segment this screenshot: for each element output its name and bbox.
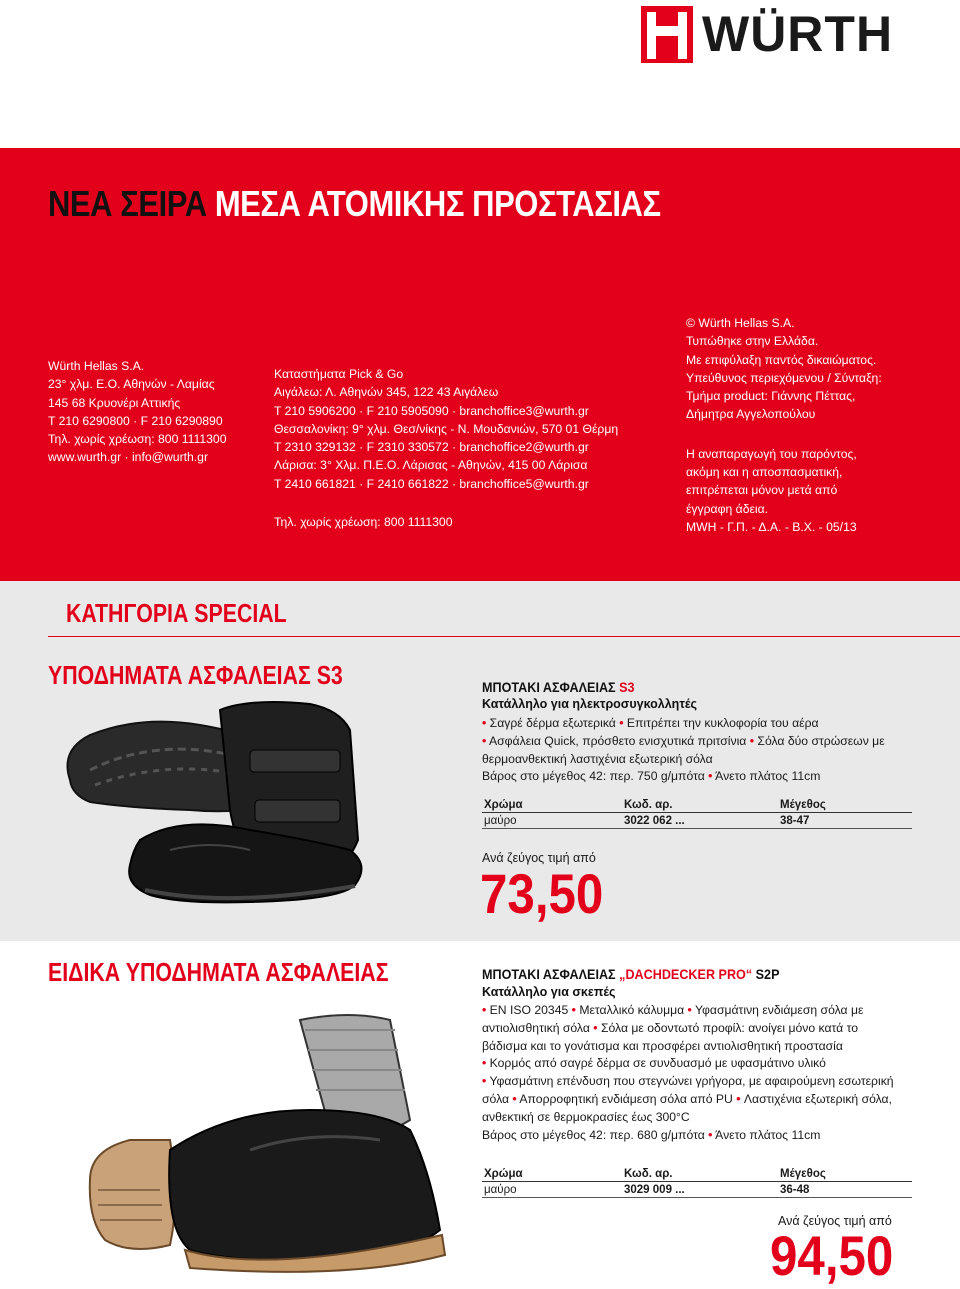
feature: Σόλα με οδοντωτό προφίλ: ανοίγει μόνο κατά το βάδισμα και το γονάτισμα και προσφέρει αντιολισθητική προστασία (482, 1020, 858, 1053)
feature-line: • EN ISO 20345 • Μεταλλικό κάλυμμα • Υφασμάτινη ενδιάμεση σόλα με αντιολισθητική σόλα • Σόλα με οδοντωτό προφίλ: ανοίγει μόνο κατά το βάδισμα και το γονάτισμα και προσφέρει αντιολισθητική προστασία (482, 1003, 864, 1053)
product-model: „DACHDECKER PRO“ (619, 966, 753, 982)
col-header: Μέγεθος (778, 1166, 912, 1182)
table-row (482, 813, 912, 829)
price: 94,50 (770, 1224, 894, 1287)
product-class: S2P (755, 966, 780, 982)
company-info (48, 357, 226, 467)
cell-code: 3022 062 ... (622, 813, 778, 829)
store-line: T 2310 329132 · F 2310 330572 · branchoffice2@wurth.gr (274, 440, 589, 455)
legal-line: © Würth Hellas S.A. (686, 316, 795, 330)
wurth-logo-text: WÜRTH (702, 6, 894, 62)
product-title-text: ΜΠΟΤΑΚΙ ΑΣΦΑΛΕΙΑΣ (482, 679, 616, 695)
divider (48, 636, 960, 637)
legal-line: Υπεύθυνος περιεχόμενου / Σύνταξη: (686, 370, 882, 385)
store-line: Λάρισα: 3° Χλμ. Π.Ε.Ο. Λάρισας - Αθηνών, 415 00 Λάρισα (274, 458, 588, 473)
store-line: Θεσσαλονίκη: 9° χλμ. Θεσ/νίκης - Ν. Μουδανιών, 570 01 Θέρμη (274, 421, 619, 436)
feature: Άνετο πλάτος 11cm (715, 769, 821, 784)
feature: Μεταλλικό κάλυμμα (579, 1003, 685, 1017)
feature: Υφασμάτινη ενδιάμεση σόλα με αντιολισθητική σόλα (482, 1003, 864, 1035)
category-title: ΚΑΤΗΓΟΡΙΑ SPECIAL (66, 598, 287, 628)
company-line: T 210 6290800 · F 210 6290890 (48, 413, 223, 428)
cell-color: μαύρο (482, 1182, 622, 1198)
product-features (482, 715, 902, 786)
legal-line: επιτρέπεται μόνον μετά από (686, 483, 838, 498)
wurth-logo-mark (641, 6, 693, 63)
col-header: Μέγεθος (778, 797, 912, 813)
feature: Βάρος στο μέγεθος 42: περ. 680 g/μπότα (482, 1127, 705, 1142)
feature: Ασφάλεια Quick, πρόσθετο ενισχυτικά πριτσίνια (489, 733, 747, 748)
title-part-black: ΝΕΑ ΣΕΙΡΑ (48, 183, 207, 224)
feature: Σόλα δύο στρώσεων με θερμοανθεκτική λαστιχένια εξωτερική σόλα (482, 733, 885, 766)
stores-info (274, 365, 618, 531)
feature: Επιτρέπει την κυκλοφορία του αέρα (626, 716, 819, 730)
col-header: Κωδ. αρ. (622, 1166, 778, 1182)
company-line: 145 68 Κρυονέρι Αττικής (48, 395, 181, 410)
cell-size: 36-48 (778, 1182, 912, 1198)
product-title (482, 966, 779, 982)
feature: Βάρος στο μέγεθος 42: περ. 750 g/μπότα (482, 769, 705, 784)
dachdecker-boot-image (50, 1000, 450, 1285)
cell-size: 38-47 (778, 813, 912, 829)
spec-table (482, 797, 912, 829)
company-line: Würth Hellas S.A. (48, 359, 145, 373)
product-subtitle: Κατάλληλο για ηλεκτροσυγκολλητές (482, 697, 698, 711)
feature-line: Βάρος στο μέγεθος 42: περ. 750 g/μπότα • Άνετο πλάτος 11cm (482, 769, 821, 784)
spec-table (482, 1166, 912, 1198)
col-header: Κωδ. αρ. (622, 797, 778, 813)
store-tollfree: Τηλ. χωρίς χρέωση: 800 1111300 (274, 515, 453, 530)
store-line: Αιγάλεω: Λ. Αθηνών 345, 122 43 Αιγάλεω (274, 385, 499, 400)
legal-line: έγγραφη άδεια. (686, 501, 769, 516)
price-label: Ανά ζεύγος τιμή από (778, 1214, 892, 1228)
feature-line: • Κορμός από σαγρέ δέρμα σε συνδυασμό με υφασμάτινο υλικό (482, 1056, 826, 1071)
title-part-white: ΜΕΣΑ ΑΤΟΜΙΚΗΣ ΠΡΟΣΤΑΣΙΑΣ (214, 183, 661, 224)
section-title: ΥΠΟΔΗΜΑΤΑ ΑΣΦΑΛΕΙΑΣ S3 (48, 660, 343, 690)
page-title (48, 182, 661, 226)
feature: EN ISO 20345 (489, 1003, 569, 1017)
legal-line: Τμήμα product: Γιάννης Πέττας, (686, 389, 856, 404)
legal-line: Δήμητρα Αγγελοπούλου (686, 407, 816, 422)
feature: Κορμός από σαγρέ δέρμα σε συνδυασμό με υφασμάτινο υλικό (489, 1056, 826, 1071)
company-line: Τηλ. χωρίς χρέωση: 800 1111300 (48, 432, 227, 447)
legal-line: Τυπώθηκε στην Ελλάδα. (686, 334, 819, 349)
company-line: 23° χλμ. Ε.Ο. Αθηνών - Λαμίας (48, 377, 215, 392)
col-header: Χρώμα (482, 1166, 622, 1182)
store-line: T 210 5906200 · F 210 5905090 · branchoffice3@wurth.gr (274, 403, 589, 418)
product-title (482, 679, 635, 695)
feature: Άνετο πλάτος 11cm (715, 1127, 821, 1142)
feature: Απορροφητική ενδιάμεση σόλα από PU (519, 1091, 733, 1106)
feature: Λαστιχένια εξωτερική σόλα, ανθεκτική σε θερμοκρασίες έως 300°C (482, 1091, 892, 1124)
product-features (482, 1002, 902, 1144)
safety-boot-s3-image (50, 690, 390, 925)
store-line: T 2410 661821 · F 2410 661822 · branchoffice5@wurth.gr (274, 476, 589, 491)
feature-line: • Ασφάλεια Quick, πρόσθετο ενισχυτικά πριτσίνια • Σόλα δύο στρώσεων με θερμοανθεκτική λαστιχένια εξωτερική σόλα (482, 733, 885, 766)
product-title-text: ΜΠΟΤΑΚΙ ΑΣΦΑΛΕΙΑΣ (482, 966, 616, 982)
cell-color: μαύρο (482, 813, 622, 829)
legal-info (686, 314, 882, 536)
cell-code: 3029 009 ... (622, 1182, 778, 1198)
col-header: Χρώμα (482, 797, 622, 813)
feature-line: • Σαγρέ δέρμα εξωτερικά • Επιτρέπει την κυκλοφορία του αέρα (482, 716, 819, 730)
product-class: S3 (619, 679, 635, 695)
legal-line: MWH - Γ.Π. - Δ.Α. - Β.Χ. - 05/13 (686, 519, 857, 534)
company-line: www.wurth.gr · info@wurth.gr (48, 450, 209, 465)
price-label: Ανά ζεύγος τιμή από (482, 851, 596, 865)
price: 73,50 (480, 862, 604, 925)
feature: Σαγρέ δέρμα εξωτερικά (489, 716, 616, 730)
legal-line: Με επιφύλαξη παντός δικαιώματος. (686, 352, 877, 367)
feature-line: Βάρος στο μέγεθος 42: περ. 680 g/μπότα • Άνετο πλάτος 11cm (482, 1127, 821, 1142)
product-subtitle: Κατάλληλο για σκεπές (482, 985, 616, 999)
store-line: Καταστήματα Pick & Go (274, 367, 404, 381)
table-row (482, 1182, 912, 1198)
section-title: ΕΙΔΙΚΑ ΥΠΟΔΗΜΑΤΑ ΑΣΦΑΛΕΙΑΣ (48, 957, 389, 987)
feature: Υφασμάτινη επένδυση που στεγνώνει γρήγορα, με αφαιρούμενη εσωτερική σόλα (482, 1074, 894, 1106)
legal-line: Η αναπαραγωγή του παρόντος, (686, 446, 857, 461)
legal-line: ακόμη και η αποσπασματική, (686, 465, 843, 480)
feature-line: • Υφασμάτινη επένδυση που στεγνώνει γρήγορα, με αφαιρούμενη εσωτερική σόλα • Απορροφητική ενδιάμεση σόλα από PU • Λαστιχένια εξωτερική σόλα, ανθεκτική σε θερμοκρασίες έως 300°C (482, 1074, 894, 1124)
